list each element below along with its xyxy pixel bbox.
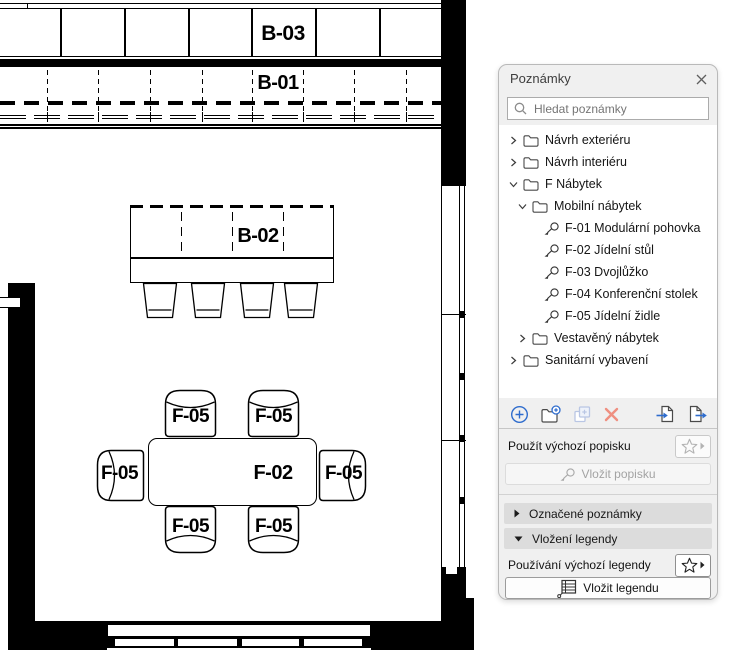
close-icon[interactable] — [693, 71, 709, 87]
chevron-right-icon[interactable] — [518, 334, 527, 343]
tree-item-label: F-02 Jídelní stůl — [565, 243, 654, 257]
glazing-tick — [354, 70, 355, 112]
glazing-track-tick — [150, 112, 151, 122]
wall-top — [0, 59, 441, 67]
tree-item-label: F-05 Jídelní židle — [565, 309, 661, 323]
tree-item-label: F-01 Modulární pohovka — [565, 221, 701, 235]
glazing-tick — [150, 70, 151, 112]
b02-front-band[interactable] — [130, 258, 334, 283]
wall-left-notch — [0, 297, 20, 308]
insert-label-button[interactable] — [505, 463, 711, 485]
window-right-frame — [441, 186, 442, 567]
window-mullion — [459, 497, 465, 504]
flyout-arrow-icon — [700, 442, 705, 450]
window-bottom-pane — [115, 639, 174, 646]
label-b03[interactable]: B-03 — [261, 22, 305, 45]
use-default-legend-row — [508, 553, 711, 577]
favorite-legend-button[interactable] — [675, 554, 711, 577]
wall-left — [8, 283, 35, 650]
folder-icon — [523, 134, 539, 147]
window-bottom-pane — [304, 639, 362, 646]
label-f05[interactable]: F-05 — [171, 516, 210, 537]
label-f05[interactable]: F-05 — [254, 516, 293, 537]
tree-item-f01[interactable] — [499, 217, 717, 239]
label-annotation-icon — [544, 266, 559, 279]
tree-item-f04[interactable] — [499, 283, 717, 305]
glazing-track-dash — [0, 118, 441, 119]
window-bottom-line — [107, 648, 371, 650]
cabinet-divider — [188, 9, 190, 57]
section-legend-insertion[interactable] — [504, 528, 712, 549]
window-bottom-sill — [107, 624, 371, 637]
glazing-track-dash — [0, 115, 441, 116]
glazing-track-tick — [406, 112, 407, 122]
glazing-track-tick — [303, 112, 304, 122]
chevron-right-icon[interactable] — [509, 136, 518, 145]
b02-divider — [181, 212, 182, 256]
add-note-button[interactable] — [510, 405, 529, 424]
arrow-right-icon — [514, 509, 520, 518]
tree-item-label: Návrh exteriéru — [545, 133, 631, 147]
legend-table-icon — [557, 579, 577, 598]
tree-item-label: Sanitární vybavení — [545, 353, 649, 367]
duplicate-button-disabled[interactable] — [573, 405, 592, 424]
glazing-tick — [406, 70, 407, 112]
apply-default-label-row — [508, 434, 711, 458]
glazing-sill-line — [0, 124, 441, 126]
cabinet-divider — [60, 9, 62, 57]
label-annotation-icon — [544, 222, 559, 235]
folder-icon — [532, 200, 548, 213]
tree-item-label: F Nábytek — [545, 177, 602, 191]
arrow-down-icon — [514, 536, 523, 542]
label-annotation-icon — [544, 288, 559, 301]
export-notes-button[interactable] — [687, 404, 708, 424]
chevron-down-icon[interactable] — [509, 181, 518, 188]
glazing-dashed-line — [0, 101, 441, 105]
notes-toolbar — [510, 402, 708, 426]
divider — [499, 494, 717, 495]
glazing-track-tick — [252, 112, 253, 122]
label-annotation-icon — [544, 310, 559, 323]
tree-item-navrh-interieru[interactable] — [499, 151, 717, 173]
tree-item-mobilni-nabytek[interactable] — [499, 195, 717, 217]
label-f02[interactable]: F-02 — [253, 462, 293, 484]
divider — [499, 428, 717, 429]
glazing-tick — [47, 70, 48, 112]
import-notes-button[interactable] — [655, 404, 676, 424]
tree-item-f02[interactable] — [499, 239, 717, 261]
window-bottom-pane — [242, 639, 299, 646]
tree-item-label: F-03 Dvojlůžko — [565, 265, 649, 279]
tree-item-f03[interactable] — [499, 261, 717, 283]
label-b01[interactable]: B-01 — [253, 73, 303, 93]
search-input[interactable] — [532, 101, 702, 117]
insert-legend-button[interactable] — [505, 577, 711, 599]
label-f05[interactable]: F-05 — [324, 463, 363, 484]
tree-item-f-nabytek[interactable] — [499, 173, 717, 195]
stool[interactable] — [239, 283, 275, 319]
section-legend-insertion-label: Vložení legendy — [532, 531, 618, 546]
label-f05[interactable]: F-05 — [171, 406, 210, 427]
cabinet-divider — [124, 9, 126, 57]
label-annotation-icon — [544, 244, 559, 257]
window-mullion — [459, 373, 465, 380]
stool[interactable] — [190, 283, 226, 319]
wall-right-notch — [446, 561, 457, 574]
glazing-tick — [202, 70, 203, 112]
flyout-arrow-icon — [700, 561, 705, 569]
glazing-tick — [303, 70, 304, 112]
tree-item-f05[interactable] — [499, 305, 717, 327]
section-marked-notes[interactable] — [504, 503, 712, 524]
chevron-down-icon[interactable] — [518, 203, 527, 210]
label-annotation-icon — [560, 468, 575, 481]
glazing-track-tick — [354, 112, 355, 122]
panel-title: Poznámky — [510, 71, 571, 86]
folder-icon — [523, 156, 539, 169]
star-icon — [681, 557, 698, 574]
use-default-legend-text: Používání výchozí legendy — [508, 558, 651, 572]
label-f05[interactable]: F-05 — [254, 406, 293, 427]
folder-icon — [523, 178, 539, 191]
tree-item-label: Návrh interiéru — [545, 155, 627, 169]
search-icon — [514, 102, 527, 115]
stool[interactable] — [142, 283, 178, 319]
chevron-right-icon[interactable] — [509, 158, 518, 167]
cabinet-row[interactable] — [0, 9, 441, 57]
insert-label-button-text: Vložit popisku — [581, 467, 656, 481]
tree-item-label: Vestavěný nábytek — [554, 331, 659, 345]
star-icon — [681, 438, 698, 455]
insert-legend-button-text: Vložit legendu — [583, 581, 659, 595]
notes-panel — [498, 64, 718, 600]
chevron-right-icon[interactable] — [509, 356, 518, 365]
label-b02[interactable]: B-02 — [237, 225, 279, 247]
cabinet-top-line-outer — [0, 3, 441, 4]
glazing-tick — [98, 70, 99, 112]
b02-divider — [283, 212, 284, 256]
cabinet-divider — [379, 9, 381, 57]
glazing-track-tick — [47, 112, 48, 122]
window-mullion — [459, 435, 465, 442]
notes-tree — [499, 125, 717, 398]
wall-right-upper — [441, 0, 466, 186]
window-bottom-pane — [178, 639, 237, 646]
search-box[interactable] — [507, 97, 709, 120]
glazing-sill-line — [0, 127, 441, 129]
tree-item-navrh-exterieru[interactable] — [499, 129, 717, 151]
folder-icon — [523, 354, 539, 367]
glazing-track-tick — [202, 112, 203, 122]
glazing-track-tick — [98, 112, 99, 122]
window-mullion — [459, 311, 465, 318]
tree-item-sanitarni-vybaveni[interactable] — [499, 349, 717, 371]
tree-item-label: Mobilní nábytek — [554, 199, 642, 213]
label-f05[interactable]: F-05 — [100, 463, 139, 484]
stool[interactable] — [283, 283, 319, 319]
cabinet-divider — [315, 9, 317, 57]
tree-item-vestaveny-nabytek[interactable] — [499, 327, 717, 349]
apply-default-label-text: Použít výchozí popisku — [508, 439, 631, 453]
section-marked-notes-label: Označené poznámky — [529, 506, 642, 521]
folder-icon — [532, 332, 548, 345]
delete-button[interactable] — [603, 406, 620, 423]
favorite-label-button[interactable] — [675, 435, 711, 458]
new-folder-button[interactable] — [540, 405, 562, 424]
tree-item-label: F-04 Konferenční stolek — [565, 287, 698, 301]
